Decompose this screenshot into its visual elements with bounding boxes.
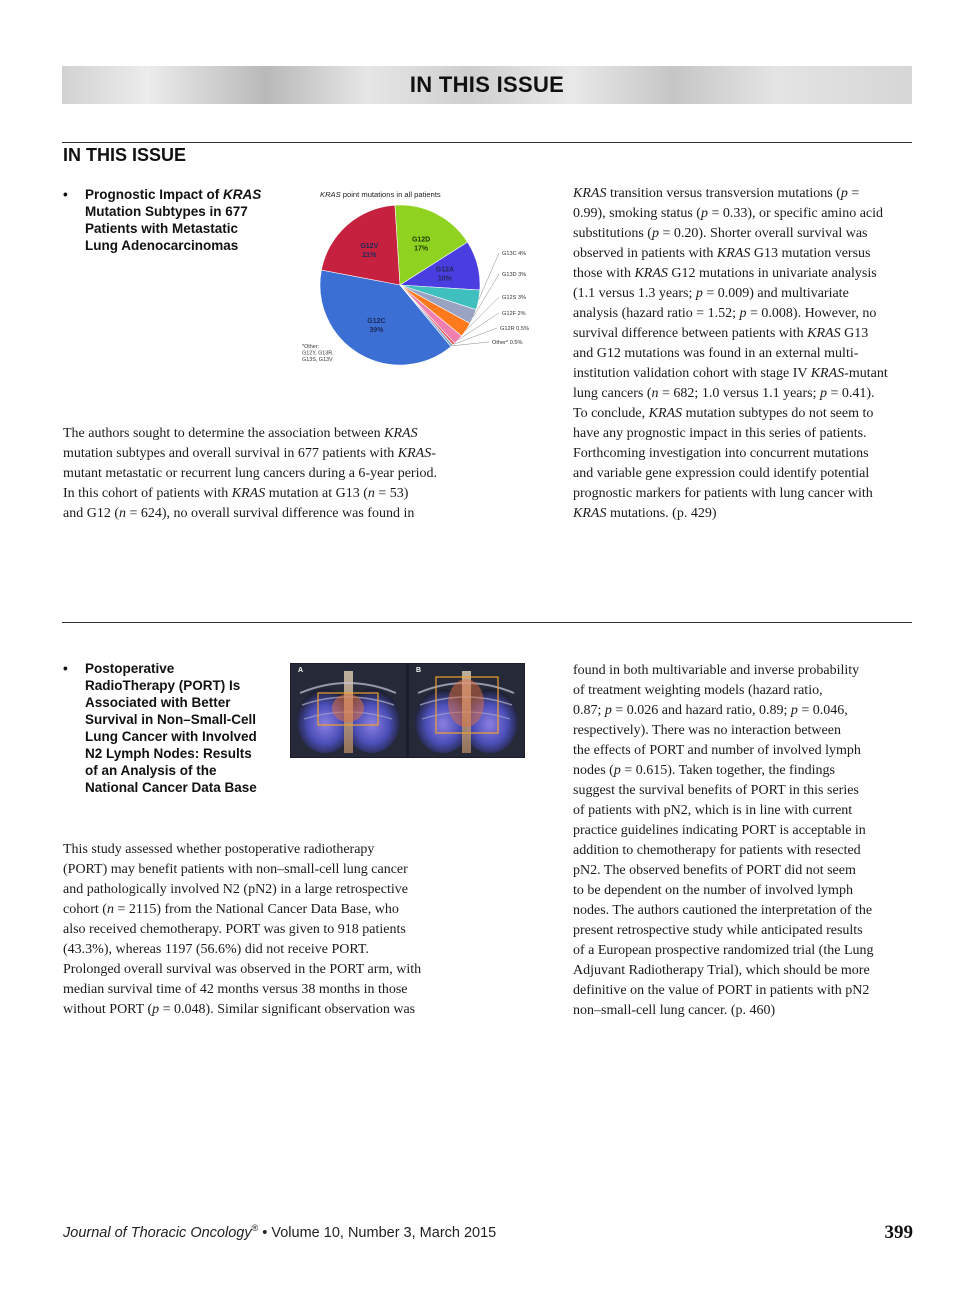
bullet-icon: • — [63, 187, 68, 202]
panel-label: A — [298, 667, 304, 674]
pie-label: G13C 4% — [502, 251, 527, 257]
article2-title-text — [85, 660, 257, 796]
italic-term: KRAS — [810, 366, 845, 381]
text-line — [573, 464, 918, 484]
text-segment: Prolonged overall survival was observed in the PORT arm, with — [63, 962, 422, 977]
text-line — [573, 681, 918, 701]
text-segment: = 624), no overall survival difference was found in — [126, 506, 415, 521]
text-segment: = 0.009) and multivariate — [702, 286, 849, 301]
italic-term: p — [651, 226, 659, 241]
text-line — [573, 921, 918, 941]
text-segment: Adjuvant Radiotherapy Trial), which should be more — [573, 963, 870, 978]
italic-term: KRAS — [648, 406, 683, 421]
text-line — [573, 821, 918, 841]
text-line — [573, 761, 918, 781]
other-note: *Other: G12Y, G13R, G13S, G13V — [302, 344, 334, 363]
ct-scan-figure — [290, 663, 525, 758]
text-segment: pN2. The observed benefits of PORT did not seem — [573, 863, 856, 878]
pie-label: G12D 17% — [411, 236, 431, 253]
text-line — [573, 424, 918, 444]
text-segment: mutations. (p. 429) — [606, 506, 717, 521]
text-segment: found in both multivariable and inverse probability — [573, 663, 860, 678]
text-segment: = 0.20). Shorter overall survival was — [658, 226, 868, 241]
text-line — [63, 464, 483, 484]
text-segment: have any prognostic impact in this series of patients. — [573, 426, 867, 441]
volume-info: Volume 10, Number 3, March 2015 — [271, 1224, 497, 1241]
panel-label: B — [416, 667, 422, 674]
text-segment: mutation subtypes and overall survival in 677 patients with — [63, 446, 398, 461]
article1-right-paragraph — [573, 184, 918, 524]
italic-term: n — [651, 386, 659, 401]
text-line — [63, 960, 483, 980]
text-segment: = 0.026 and hazard ratio, 0.89; — [611, 703, 791, 718]
article2-left-paragraph — [63, 840, 483, 1020]
text-segment: without PORT ( — [63, 1002, 153, 1017]
text-line — [573, 224, 918, 244]
text-segment: definitive on the value of PORT in patients with pN2 — [573, 983, 870, 998]
text-segment: practice guidelines indicating PORT is acceptable in — [573, 823, 866, 838]
pie-label: G12C 39% — [367, 317, 386, 334]
text-segment: mutant metastatic or recurrent lung cancers during a 6-year period. — [63, 466, 437, 481]
text-segment: - — [431, 446, 436, 461]
pie-label: G12S 3% — [502, 295, 526, 301]
text-segment: non–small-cell lung cancer. (p. 460) — [573, 1003, 776, 1018]
text-segment: respectively). There was no interaction between — [573, 723, 841, 738]
page-number: 399 — [884, 1222, 913, 1243]
text-line — [573, 661, 918, 681]
issue-banner — [62, 66, 912, 104]
text-segment: = 2115) from the National Cancer Data Base, who — [113, 902, 399, 917]
italic-term: p — [739, 306, 747, 321]
article2-title — [63, 660, 257, 796]
text-line — [63, 444, 483, 464]
text-line — [573, 304, 918, 324]
text-line — [63, 900, 483, 920]
text-segment: -mutant — [844, 366, 888, 381]
text-line — [573, 444, 918, 464]
italic-term: p — [790, 703, 798, 718]
italic-term: n — [367, 486, 375, 501]
text-segment: (43.3%), whereas 1197 (56.6%) did not receive PORT. — [63, 942, 369, 957]
text-line — [573, 701, 918, 721]
text-line — [63, 920, 483, 940]
text-line — [573, 204, 918, 224]
title-line: Survival in Non–Small-Cell — [85, 712, 257, 727]
italic-term: p — [840, 186, 848, 201]
text-segment: G13 mutation versus — [750, 246, 871, 261]
text-segment: transition versus transversion mutations ( — [606, 186, 841, 201]
banner-title: IN THIS ISSUE — [409, 72, 565, 97]
text-segment: To conclude, — [573, 406, 649, 421]
text-line — [573, 741, 918, 761]
title-line: N2 Lymph Nodes: Results — [85, 746, 252, 761]
italic-term: p — [700, 206, 708, 221]
italic-term: KRAS — [573, 506, 607, 521]
text-line — [573, 881, 918, 901]
text-line — [63, 980, 483, 1000]
text-line — [63, 860, 483, 880]
text-segment: median survival time of 42 months versus 38 months in those — [63, 982, 408, 997]
text-line — [63, 484, 483, 504]
text-segment: mutation at G13 ( — [265, 486, 368, 501]
text-segment: = 0.008). However, no — [746, 306, 877, 321]
text-line — [573, 184, 918, 204]
journal-name: Journal of Thoracic Oncology — [63, 1224, 252, 1241]
text-segment: 0.87; — [573, 703, 605, 718]
text-segment: nodes. The authors cautioned the interpretation of the — [573, 903, 873, 918]
text-line — [573, 941, 918, 961]
text-segment: In this cohort of patients with — [63, 486, 232, 501]
text-segment: substitutions ( — [573, 226, 652, 241]
text-segment: (1.1 versus 1.3 years; — [573, 286, 696, 301]
text-segment: Forthcoming investigation into concurrent mutations — [573, 446, 869, 461]
text-line — [573, 404, 918, 424]
text-segment: = 0.41). — [827, 386, 875, 401]
text-segment: analysis (hazard ratio = 1.52; — [573, 306, 740, 321]
italic-term: KRAS — [634, 266, 668, 281]
text-segment: of a European prospective randomized trial (the Lung — [573, 943, 874, 958]
text-line — [573, 781, 918, 801]
section-heading: IN THIS ISSUE — [63, 145, 187, 165]
scan-panel-a — [291, 664, 406, 757]
text-segment: mutation subtypes do not seem to — [682, 406, 874, 421]
text-segment: = 682; 1.0 versus 1.1 years; — [658, 386, 821, 401]
pie-label: G12F 2% — [502, 311, 526, 317]
chart-title: KRAS point mutations in all patients — [320, 190, 441, 199]
text-line — [573, 901, 918, 921]
text-line — [573, 284, 918, 304]
text-segment: = 0.046, — [797, 703, 848, 718]
text-segment: and variable gene expression could identify potential — [573, 466, 870, 481]
italic-term: p — [152, 1002, 160, 1017]
text-segment: and G12 mutations was found in an external multi- — [573, 346, 859, 361]
footer-separator: • — [258, 1224, 272, 1241]
text-segment: to be dependent on the number of involved lymph — [573, 883, 853, 898]
article2-right-paragraph — [573, 661, 918, 1021]
text-line — [573, 244, 918, 264]
text-segment: This study assessed whether postoperative radiotherapy — [63, 842, 375, 857]
pie-label: G12A 10% — [435, 266, 455, 283]
text-segment: = 0.048). Similar significant observation was — [159, 1002, 416, 1017]
text-segment: and G12 ( — [63, 506, 119, 521]
text-segment: = 0.615). Taken together, the findings — [620, 763, 835, 778]
text-line — [573, 1001, 918, 1021]
text-segment: institution validation cohort with stage IV — [573, 366, 811, 381]
article1-title — [63, 186, 261, 254]
title-line: Associated with Better — [85, 695, 231, 710]
text-line — [573, 384, 918, 404]
italic-term: KRAS — [807, 326, 841, 341]
text-line — [573, 721, 918, 741]
text-segment: prognostic markers for patients with lung cancer with — [573, 486, 873, 501]
pie-label: G12R 0.5% — [500, 326, 529, 332]
pie-label: G12V 21% — [360, 243, 379, 260]
scan-panel-b — [409, 664, 524, 757]
italic-term: KRAS — [384, 426, 418, 441]
pie-label: Other* 0.5% — [492, 340, 523, 346]
italic-term: p — [604, 703, 612, 718]
italic-term: KRAS — [397, 446, 432, 461]
kras-mutation-pie-chart — [290, 185, 540, 370]
italic-term: p — [820, 386, 828, 401]
text-segment: lung cancers ( — [573, 386, 652, 401]
text-segment: G13 — [840, 326, 869, 341]
text-line — [573, 504, 918, 524]
text-segment: = 53) — [374, 486, 409, 501]
text-line — [573, 344, 918, 364]
article1-left-paragraph — [63, 424, 483, 524]
text-segment: cohort ( — [63, 902, 107, 917]
text-line — [573, 961, 918, 981]
text-line — [573, 841, 918, 861]
text-line — [573, 861, 918, 881]
italic-term: KRAS — [231, 486, 266, 501]
text-line — [63, 424, 483, 444]
text-line — [573, 264, 918, 284]
text-line — [573, 981, 918, 1001]
registered-mark: ® — [251, 1223, 259, 1233]
italic-term: KRAS — [716, 246, 751, 261]
title-line: Lung Adenocarcinomas — [85, 238, 239, 253]
text-line — [573, 484, 918, 504]
text-line — [63, 880, 483, 900]
bullet-icon: • — [63, 661, 68, 676]
title-line: National Cancer Data Base — [85, 780, 257, 795]
text-segment: = — [847, 186, 860, 201]
text-segment: the effects of PORT and number of involved lymph — [573, 743, 861, 758]
text-segment: The authors sought to determine the association between — [63, 426, 385, 441]
title-line: Patients with Metastatic — [85, 221, 239, 236]
text-segment: of patients with pN2, which is in line with current — [573, 803, 853, 818]
text-segment: suggest the survival benefits of PORT in this series — [573, 783, 859, 798]
text-segment: and pathologically involved N2 (pN2) in a large retrospective — [63, 882, 408, 897]
title-line: Prognostic Impact of KRAS — [85, 187, 262, 202]
text-line — [63, 940, 483, 960]
italic-term: p — [613, 763, 621, 778]
text-segment: survival difference between patients with — [573, 326, 808, 341]
text-segment: observed in patients with — [573, 246, 717, 261]
text-segment: nodes ( — [573, 763, 614, 778]
text-segment: = 0.33), or specific amino acid — [707, 206, 884, 221]
text-segment: also received chemotherapy. PORT was given to 918 patients — [63, 922, 406, 937]
pie-label: G13D 3% — [502, 272, 527, 278]
text-segment: 0.99), smoking status ( — [573, 206, 701, 221]
title-line: Lung Cancer with Involved — [85, 729, 257, 744]
italic-term: p — [695, 286, 703, 301]
footer-journal-info — [63, 1223, 496, 1241]
italic-term: KRAS — [573, 186, 607, 201]
text-segment: G12 mutations in univariate analysis — [667, 266, 877, 281]
text-line — [573, 324, 918, 344]
text-segment: of treatment weighting models (hazard ratio, — [573, 683, 823, 698]
text-segment: addition to chemotherapy for patients with resected — [573, 843, 861, 858]
article1-title-text — [85, 186, 261, 254]
text-segment: (PORT) may benefit patients with non–small-cell lung cancer — [63, 862, 408, 877]
top-divider — [62, 142, 912, 143]
italic-term: n — [119, 506, 126, 521]
title-line: of an Analysis of the — [85, 763, 217, 778]
text-line — [573, 801, 918, 821]
text-segment: present retrospective study while anticipated results — [573, 923, 863, 938]
title-line: Postoperative — [85, 661, 175, 676]
text-line — [63, 1000, 483, 1020]
title-line: Mutation Subtypes in 677 — [85, 204, 248, 219]
italic-term: n — [106, 902, 114, 917]
text-segment: those with — [573, 266, 635, 281]
middle-divider — [62, 622, 912, 623]
text-line — [573, 364, 918, 384]
text-line — [63, 840, 483, 860]
text-line — [63, 504, 483, 524]
title-line: RadioTherapy (PORT) Is — [85, 678, 241, 693]
pie-leader-line — [479, 253, 499, 300]
